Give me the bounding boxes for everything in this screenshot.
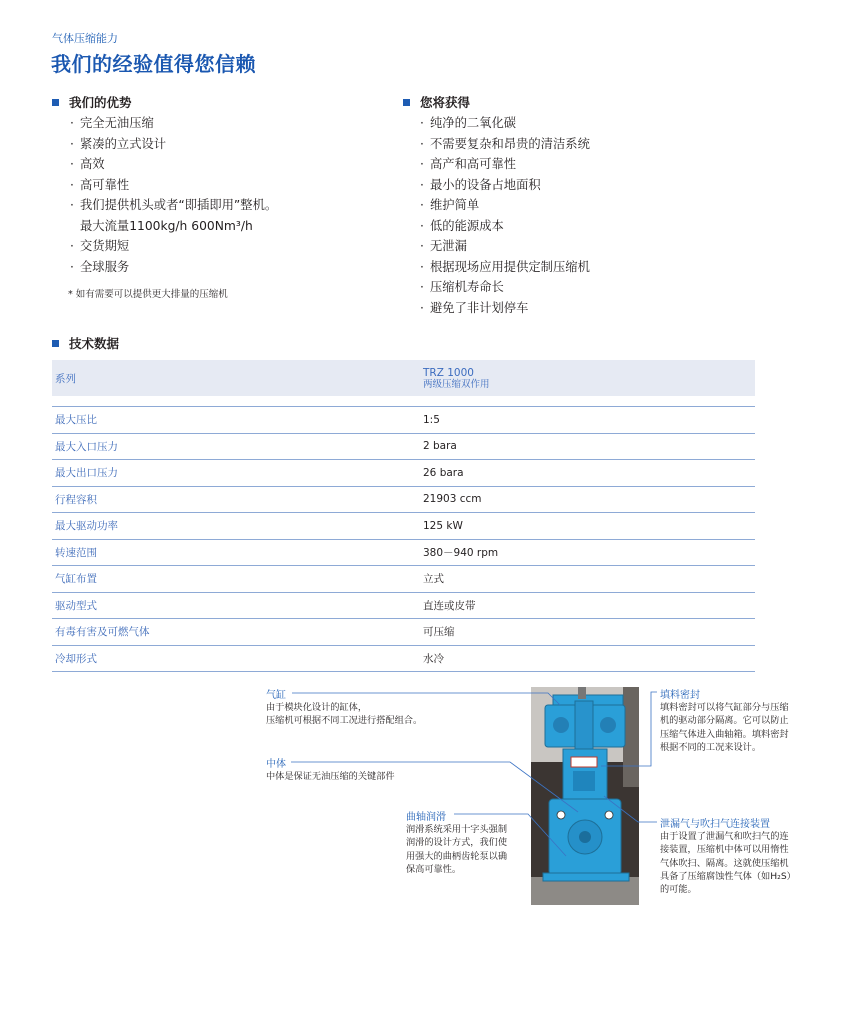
table-row: 最大入口压力 2 bara [52,433,755,460]
callout-text: 压缩机可根据不同工况进行搭配组合。 [266,715,423,727]
callout-title: 泄漏气与吹扫气连接装置 [660,819,770,830]
callout-text: 保高可靠性。 [406,863,462,875]
list-item: · 纯净的二氧化碳 [420,116,517,130]
tech-data-table [52,360,755,672]
callout-text: 填料密封可以将气缸部分与压缩 [660,702,789,713]
base-frame [543,873,629,881]
brand-plate [571,757,597,767]
compressor-machine-illustration [531,687,639,905]
table-row: 最大压比 1:5 [52,407,755,434]
list-item: · 我们提供机头或者“即插即用”整机。 [70,198,278,212]
list-item: · 无泄漏 [420,239,467,253]
callout-crank [406,808,507,876]
table-header-model [422,360,755,396]
table-row: 冷却形式 水冷 [52,645,755,672]
callout-text: 根据不同的工况来设计。 [660,741,762,753]
list-item: · 维护简单 [420,198,480,212]
model-name: TRZ 1000 [423,366,474,379]
callout-text: 润滑系统采用十字头强制 [406,824,508,835]
square-bullet-icon [52,99,59,106]
advantages-list [70,113,277,277]
callout-title: 曲轴润滑 [406,812,446,823]
callout-title: 气缸 [266,690,286,701]
callout-middle [266,755,395,783]
list-item: · 低的能源成本 [420,218,504,233]
list-item: · 不需要复杂和昂贵的清洁系统 [420,136,590,151]
callout-title: 中体 [266,759,286,770]
list-item: · 紧凑的立式设计 [70,136,167,151]
gauge-icon [557,811,565,819]
table-row: 驱动型式 直连或皮带 [52,592,755,619]
list-item: · 根据现场应用提供定制压缩机 [420,259,590,274]
callout-text: 润滑的设计方式，我们使 [406,837,508,849]
square-bullet-icon [403,99,410,106]
callout-text: 由于设置了泄漏气和吹扫气的连 [660,831,789,842]
table-header-key: 系列 [55,372,76,385]
list-item: · 压缩机寿命长 [420,280,504,294]
list-item-continuation: 最大流量1100kg/h 600Nm³/h [80,218,253,233]
list-item: · 完全无油压缩 [70,116,154,130]
advantages-heading-text: 我们的优势 [69,95,132,110]
tech-heading [52,334,119,352]
callout-text: 由于模块化设计的缸体， [266,702,368,713]
table-row: 有毒有害及可燃气体 可压缩 [52,619,755,646]
benefits-heading-text: 您将获得 [420,95,471,110]
callout-leak [660,815,796,896]
table-row: 最大出口压力 26 bara [52,460,755,487]
table-spacer [52,396,755,407]
list-item: · 避免了非计划停车 [420,300,529,315]
square-bullet-icon [52,340,59,347]
callout-text: 接装置，压缩机中体可以用惰性 [660,844,789,856]
model-subtitle: 两级压缩双作用 [423,378,490,390]
advantages-heading [52,93,132,111]
table-row: 转速范围 380－940 rpm [52,539,755,566]
callout-packing [660,686,789,754]
callout-text: 用强大的曲柄齿轮泵以确 [406,850,508,862]
callout-title: 填料密封 [660,690,700,701]
tech-heading-text: 技术数据 [69,336,120,351]
benefits-heading [403,93,470,111]
callout-text: 气体吹扫、隔离。这就使压缩机 [660,857,789,869]
callout-cylinder [266,686,422,728]
callout-text: 的可能。 [660,884,697,896]
footnote: * 如有需要可以提供更大排量的压缩机 [68,289,228,300]
gauge-icon [605,811,613,819]
table-row: 最大驱动功率 125 kW [52,513,755,540]
table-header-row [52,360,755,396]
benefits-list [420,113,590,318]
callout-text: 中体是保证无油压缩的关键部件 [266,771,395,782]
list-item: · 高效 [70,157,105,171]
page-title: 我们的经验值得您信赖 [51,52,256,76]
list-item: · 高可靠性 [70,177,130,192]
table-row: 气缸布置 立式 [52,566,755,593]
list-item: · 最小的设备占地面积 [420,177,541,192]
list-item: · 交货期短 [70,239,130,253]
callout-text: 具备了压缩腐蚀性气体（如H₂S） [660,870,796,882]
list-item: · 全球服务 [70,259,130,274]
list-item: · 高产和高可靠性 [420,157,517,171]
section-subtitle: 气体压缩能力 [52,32,118,45]
callout-text: 压缩气体进入曲轴箱。填料密封 [660,728,789,740]
table-row: 行程容积 21903 ccm [52,486,755,513]
callout-text: 机的驱动部分隔离。它可以防止 [660,715,789,727]
